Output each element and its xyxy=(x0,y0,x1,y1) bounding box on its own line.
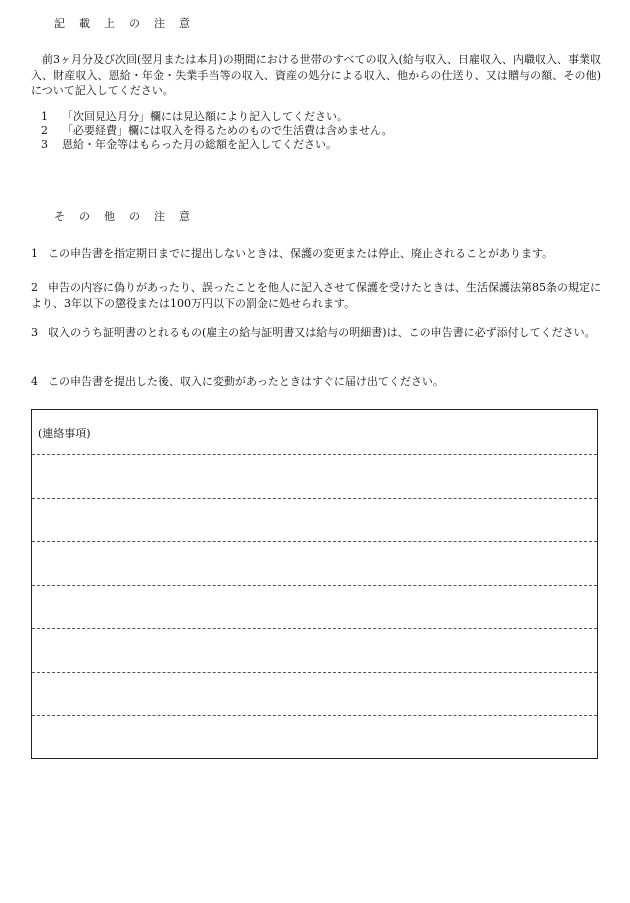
contact-notes-write-area[interactable] xyxy=(32,410,597,758)
write-line xyxy=(32,541,597,542)
contact-notes-box xyxy=(31,409,598,759)
write-line xyxy=(32,672,597,673)
other-item-1: 1 この申告書を指定期日までに提出しないときは、保護の変更または停止、廃止されることがあります。 xyxy=(31,247,554,260)
notes-heading: 記 載 上 の 注 意 xyxy=(54,17,190,30)
list-item: 2 「必要経費」欄には収入を得るためのもので生活費は含めません。 xyxy=(41,124,393,137)
contact-notes-label: (連絡事項) xyxy=(38,427,91,440)
write-line xyxy=(32,454,597,455)
other-item-3: 3 収入のうち証明書のとれるもの(雇主の給与証明書又は給与の明細書)は、この申告書に必ず添付してください。 xyxy=(31,326,596,339)
other-item-4: 4 この申告書を提出した後、収入に変動があったときはすぐに届け出てください。 xyxy=(31,375,444,388)
write-line xyxy=(32,498,597,499)
list-item: 1 「次回見込月分」欄には見込額により記入してください。 xyxy=(41,110,348,123)
notes-intro: 前3ヶ月分及び次回(翌月または本月)の期間における世帯のすべての収入(給与収入、日雇収入、内職収入、事業収入、財産収入、恩給・年金・失業手当等の収入、資産の処分による収入、他からの仕送り、又は贈与の額、その他)について記入してください。 xyxy=(31,53,601,97)
write-line xyxy=(32,628,597,629)
other-heading: そ の 他 の 注 意 xyxy=(54,210,190,223)
list-item: 3 恩給・年金等はもらった月の総額を記入してください。 xyxy=(41,138,337,151)
write-line xyxy=(32,585,597,586)
write-line xyxy=(32,715,597,716)
other-item-2: 2 申告の内容に偽りがあったり、誤ったことを他人に記入させて保護を受けたときは、生活保護法第85条の規定により、3年以下の懲役または100万円以下の罰金に処せられます。 xyxy=(31,281,601,310)
notes-list xyxy=(41,110,393,152)
